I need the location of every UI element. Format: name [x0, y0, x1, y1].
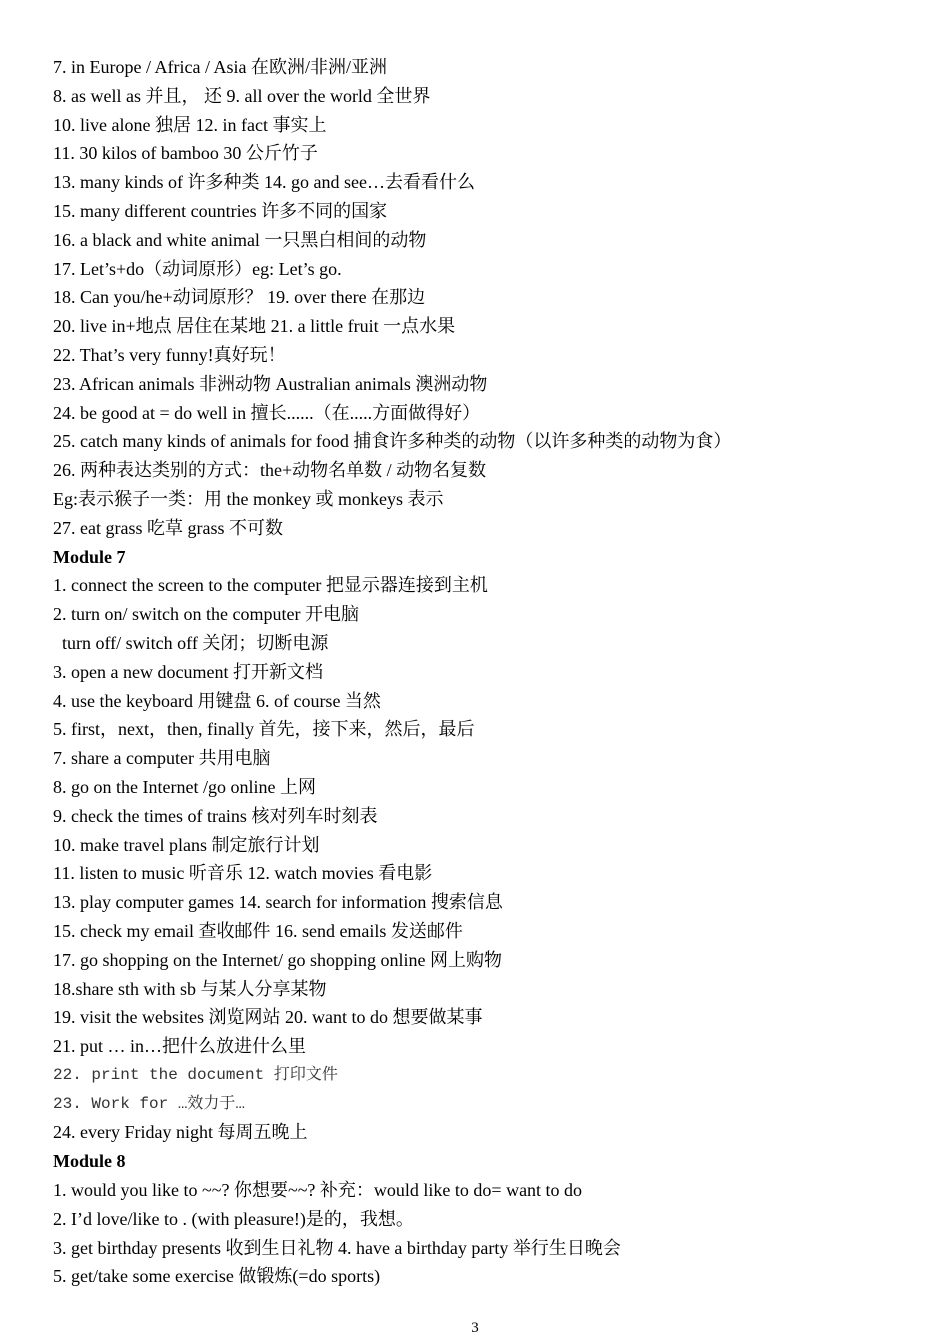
list-item: 7. share a computer 共用电脑	[53, 748, 271, 769]
page-number: 3	[471, 1320, 479, 1336]
list-item: 21. put … in…把什么放进什么里	[53, 1036, 307, 1057]
section-heading: Module 8	[53, 1151, 126, 1172]
list-item: 20. live in+地点 居住在某地 21. a little fruit 一点水果	[53, 316, 456, 337]
list-item: 10. make travel plans 制定旅行计划	[53, 834, 320, 855]
list-item: 27. eat grass 吃草 grass 不可数	[53, 517, 283, 538]
list-item: 18.share sth with sb 与某人分享某物	[53, 978, 327, 999]
list-item: turn off/ switch off 关闭；切断电源	[62, 632, 329, 653]
list-item: 15. check my email 查收邮件 16. send emails 发送邮件	[53, 920, 463, 941]
list-item: 18. Can you/he+动词原形？ 19. over there 在那边	[53, 287, 426, 308]
list-item: 1. would you like to ~~? 你想要~~? 补充：would like to do= want to do	[53, 1180, 583, 1201]
list-item: 23. Work for …效力于…	[53, 1094, 246, 1113]
list-item: 2. turn on/ switch on the computer 开电脑	[53, 604, 359, 625]
list-item: 4. use the keyboard 用键盘 6. of course 当然	[53, 690, 381, 711]
list-item: 17. Let’s+do（动词原形）eg: Let’s go.	[53, 258, 342, 279]
section-heading: Module 7	[53, 546, 126, 567]
content-lines	[53, 53, 913, 1291]
list-item: 5. get/take some exercise 做锻炼(=do sports)	[53, 1266, 381, 1287]
list-item: 10. live alone 独居 12. in fact 事实上	[53, 114, 327, 135]
list-item: 11. 30 kilos of bamboo 30 公斤竹子	[53, 143, 318, 164]
list-item: 13. play computer games 14. search for information 搜索信息	[53, 892, 503, 913]
list-item: 13. many kinds of 许多种类 14. go and see…去看看什么	[53, 172, 475, 193]
list-item: 11. listen to music 听音乐 12. watch movies 看电影	[53, 863, 433, 884]
list-item: 7. in Europe / Africa / Asia 在欧洲/非洲/亚洲	[53, 57, 387, 77]
list-item: 3. get birthday presents 收到生日礼物 4. have a birthday party 举行生日晚会	[53, 1237, 621, 1258]
list-item: 1. connect the screen to the computer 把显示器连接到主机	[53, 575, 488, 596]
list-item: 17. go shopping on the Internet/ go shopping online 网上购物	[53, 949, 502, 970]
list-item: 5. first，next，then, finally 首先，接下来，然后，最后	[53, 719, 475, 740]
list-item: 3. open a new document 打开新文档	[53, 661, 323, 682]
list-item: 9. check the times of trains 核对列车时刻表	[53, 805, 378, 826]
list-item: Eg:表示猴子一类：用 the monkey 或 monkeys 表示	[53, 488, 444, 509]
list-item: 22. That’s very funny!真好玩！	[53, 344, 286, 365]
list-item: 16. a black and white animal 一只黑白相间的动物	[53, 229, 427, 250]
list-item: 24. be good at = do well in 擅长......（在.....方面做得好）	[53, 402, 481, 423]
list-item: 15. many different countries 许多不同的国家	[53, 200, 388, 221]
list-item: 23. African animals 非洲动物 Australian animals 澳洲动物	[53, 373, 488, 394]
list-item: 24. every Friday night 每周五晚上	[53, 1122, 308, 1143]
list-item: 2. I’d love/like to . (with pleasure!)是的，我想。	[53, 1208, 414, 1229]
list-item: 8. as well as 并且， 还 9. all over the world 全世界	[53, 85, 431, 106]
list-item: 25. catch many kinds of animals for food 捕食许多种类的动物（以许多种类的动物为食）	[53, 431, 732, 452]
list-item: 8. go on the Internet /go online 上网	[53, 776, 316, 797]
list-item: 19. visit the websites 浏览网站 20. want to do 想要做某事	[53, 1007, 483, 1028]
list-item: 22. print the document 打印文件	[53, 1065, 338, 1084]
list-item: 26. 两种表达类别的方式：the+动物名单数 / 动物名复数	[53, 460, 487, 481]
